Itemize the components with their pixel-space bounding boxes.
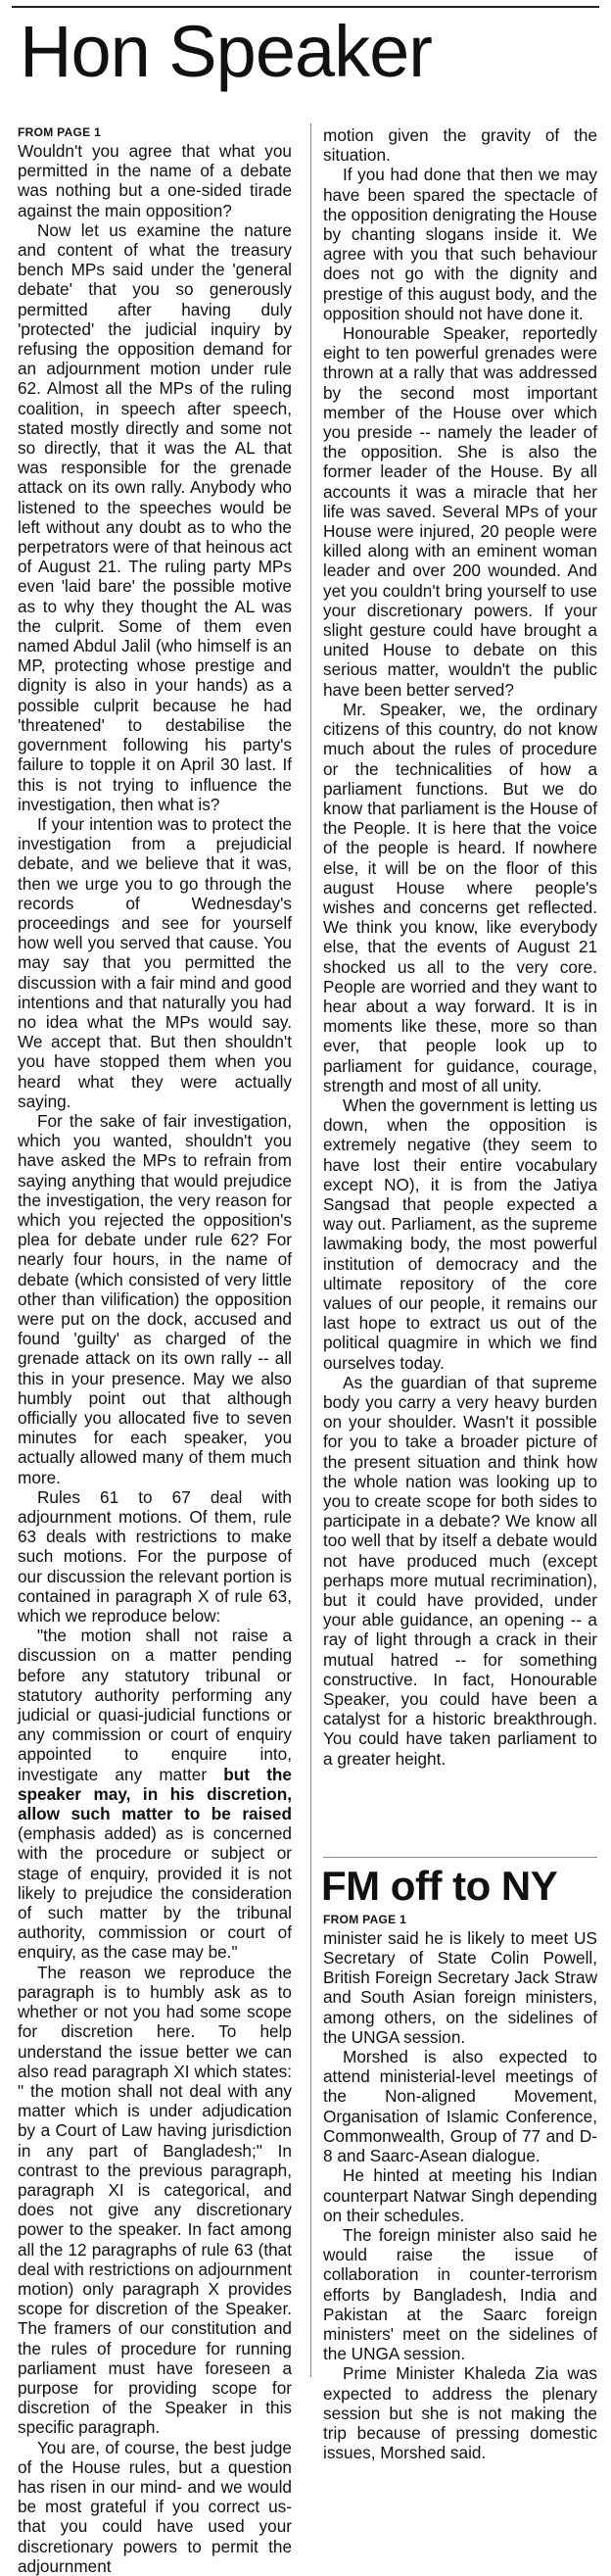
right-column [323,125,597,2462]
story-kicker: FROM PAGE 1 [18,125,102,139]
column-gap [323,1769,597,1857]
article-paragraph: You are, of course, the best judge of the House rules, but a question has risen in our mind- and we would be most grateful if you correct us- that you could have used your discretionary powers to permit the adjournment [18,2437,292,2576]
column-divider [310,123,311,2377]
article-paragraph: Now let us examine the nature and content of what the treasury bench MPs said under the 'general debate' that you so generously permitted after having duly 'protected' the judicial inquiry by refusing the opposition demand for an adjournment motion under rule 62. Almost all the MPs of the ruling coalition, in speech after speech, stated mostly directly and some not so directly, that it was the AL that was responsible for the grenade attack on its own rally. Anybody who listened to the speeches would be left without any doubt as to who the perpetrators were of that heinous act of August 21. The ruling party MPs even 'laid bare' the possible motive as to why they thought the AL was the culprit. Some of them even named Abdul Jalil (who himself is an MP, protecting whose prestige and dignity is also in your hands) as a possible culprit because he had 'threatened' to destabilise the government following his party's failure to topple it on April 30 last. If this is not trying to influence the investigation, then what is? [18,219,292,814]
rule-quote [18,1626,292,1962]
article-paragraph: The foreign minister also said he would raise the issue of collaboration in counter-terrorism efforts by Bangladesh, India and Pakistan at the Saarc foreign ministers' meet on the sidelines of the UNGA session. [323,2224,597,2364]
article-paragraph: For the sake of fair investigation, which you wanted, shouldn't you have asked the MPs to refrain from saying anything that would prejudice the investigation, the very reason for which you rejected the opposition's plea for debate under rule 62? For nearly four hours, in the name of debate (which consisted of very little other than vilification) the opposition were put on the dock, accused and found 'guilty' as charged of the grenade attack on its own rally -- all this in your presence. May we also humbly point out that although officially you allocated five to seven minutes for each speaker, you actually allowed many of them much more. [18,1110,292,1487]
article-paragraph: If your intention was to protect the investigation from a prejudicial debate, and we believe that it was, then we urge you to go through the records of Wednesday's proceedings and see for yourself how well you served that cause. You may say that you permitted the discussion with a fair mind and good intentions and that naturally you had no idea what the MPs would say. We accept that. But then shouldn't you have stopped them when you heard what they were actually saying. [18,813,292,1111]
second-story-kicker: FROM PAGE 1 [323,1912,407,1926]
quote-text-end: (emphasis added) as is concerned with the procedure or subject or stage of enquiry, provided it is not likely to prejudice the consideration of such matter by the tribunal authority, commission or court of enquiry, as the case may be." [18,1823,292,1963]
article-paragraph: minister said he is likely to meet US Secretary of State Colin Powell, British Foreign Secretary Jack Straw and South Asian foreign ministers, among others, on the sidelines of the UNGA session. [323,1927,597,2047]
article-paragraph: When the government is letting us down, when the opposition is extremely negative (they seem to have lost their entire vocabulary except NO), it is from the Jatiya Sangsad that people expected a way out. Parliament, as the supreme lawmaking body, the most powerful institution of democracy and the ultimate repository of the core values of our people, it remains our last hope to extract us out of the political quagmire in which we find ourselves today. [323,1094,597,1373]
article-paragraph: Prime Minister Khaleda Zia was expected to address the plenary session but she is not making the trip because of pressing domestic issues, Morshed said. [323,2363,597,2463]
article-paragraph: Honourable Speaker, reportedly eight to ten powerful grenades were thrown at a rally that was addressed by the second most important member of the House over which you preside -- namely the leader of the opposition. She is also the former leader of the House. By all accounts it was a miracle that her life was saved. Several MPs of your House were injured, 20 people were killed along with an eminent woman leader and over 200 wounded. And yet you couldn't bring yourself to use your discretionary powers. If your slight gesture could have brought a united House to debate on this serious matter, wouldn't the public have been better served? [323,323,597,700]
article-paragraph: As the guardian of that supreme body you carry a very heavy burden on your shoulder. Wasn't it possible for you to take a broader picture of the present situation and think how the whole nation was looking up to you to create scope for both sides to participate in a debate? We know all too well that by itself a debate would not have produced much (except perhaps more mutual recrimination), but it could have provided, under your able guidance, an opening -- a ray of light through a crack in their mutual hatred -- for something constructive. In fact, Honourable Speaker, you could have been a catalyst for a historic breakthrough. You could have taken parliament to a greater height. [323,1372,597,1769]
quote-text: "the motion shall not raise a discussion on a matter pending before any statutory tribunal or statutory authority performing any judicial or quasi-judicial functions or any commission or court of enquiry appointed to enquire into, investigate any matter [18,1626,292,1784]
newspaper-page [12,6,599,2576]
article-paragraph: Mr. Speaker, we, the ordinary citizens of this country, do not know much about the rules of procedure or the technicalities of how a parliament functions. But we do know that parliament is the House of the People. It is here that the voice of the people is heard. If nowhere else, it will be on the floor of this august House where people's wishes and concerns get reflected. We think you know, like everybody else, that the events of August 21 shocked us all to the very core. People are worried and they want to hear about a way forward. It is in moments like these, more so than ever, that people look up to parliament for guidance, courage, strength and most of all unity. [323,699,597,1095]
article-paragraph: motion given the gravity of the situation. [323,125,597,166]
article-paragraph: He hinted at meeting his Indian counterpart Natwar Singh depending on their schedules. [323,2165,597,2225]
article-paragraph: Wouldn't you agree that what you permitted in the name of a debate was nothing but a one-sided tirade against the main opposition? [18,141,292,220]
quote-emphasis: but the speaker may, in his discretion, allow such matter to be raised [18,1764,292,1824]
article-paragraph: If you had done that then we may have been spared the spectacle of the opposition denigrating the House by chanting slogans inside it. We agree with you that such behaviour does not go with the dignity and prestige of this august body, and the opposition should not have done it. [323,165,597,323]
article-paragraph: The reason we reproduce the paragraph is to humbly ask as to whether or not you had some scope for discretion here. To help understand the issue better we can also read paragraph XI which states: " the motion shall not deal with any matter which is under adjudication by a Court of Law having jurisdiction in any part of Bangladesh;" In contrast to the previous paragraph, paragraph XI is categorical, and does not give any discretionary power to the speaker. In fact among all the 12 paragraphs of rule 63 (that deal with restrictions on adjournment motion) only paragraph X provides scope for discretion of the Speaker. The framers of our constitution and the rules of procedure for running parliament must have foreseen a purpose for providing scope for discretion of the Speaker in this specific paragraph. [18,1962,292,2438]
second-story-headline: FM off to NY [321,1862,558,1909]
page-headline: Hon Speaker [20,11,432,92]
article-paragraph: Morshed is also expected to attend ministerial-level meetings of the Non-aligned Movement, Organisation of Islamic Conference, Commonwealth, Group of 77 and D-8 and Saarc-Asean dialogue. [323,2047,597,2166]
article-paragraph: Rules 61 to 67 deal with adjournment motions. Of them, rule 63 deals with restrictions to make such motions. For the purpose of our discussion the relevant portion is contained in paragraph X of rule 63, which we reproduce below: [18,1486,292,1627]
left-column [18,125,292,2576]
story-separator [323,1857,597,1858]
